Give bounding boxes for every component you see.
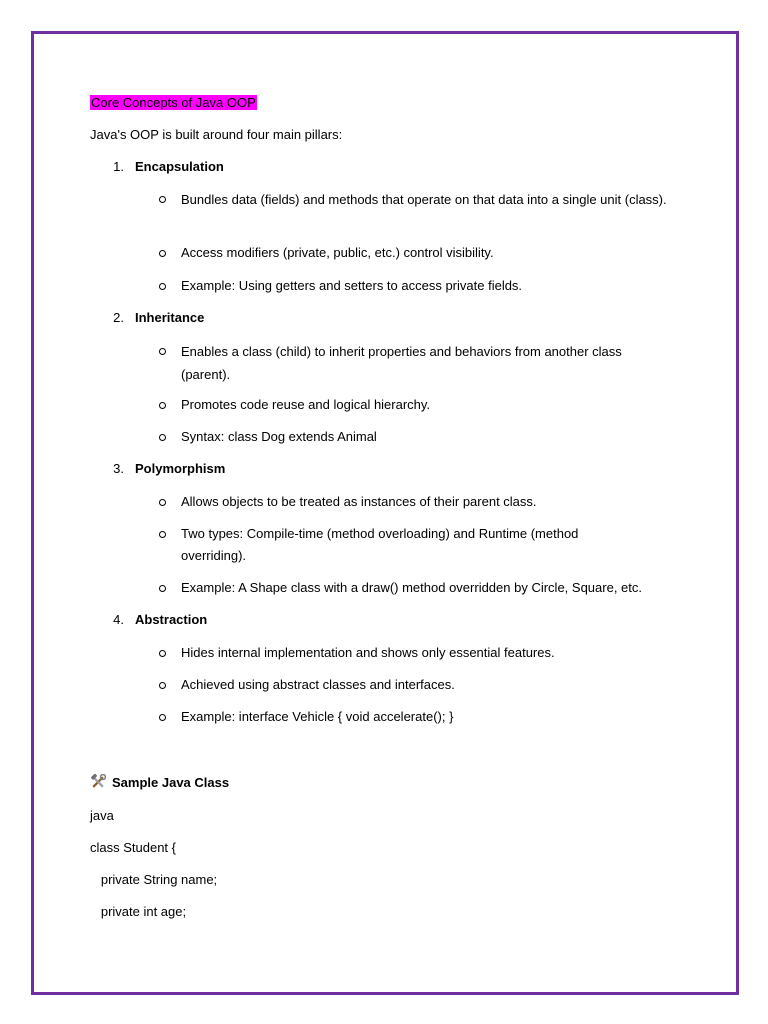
bullet-icon (159, 283, 166, 290)
list-item: Bundles data (fields) and methods that operate on that data into a single unit (class). (181, 192, 667, 207)
code-language-label: java (90, 808, 114, 823)
pillar-number: 1. (113, 159, 124, 174)
list-item: Enables a class (child) to inherit properties and behaviors from another class (parent). (181, 344, 622, 382)
list-item: Example: interface Vehicle { void accelerate(); } (181, 709, 454, 724)
pillar-number: 2. (113, 310, 124, 325)
bullet-icon (159, 402, 166, 409)
bullet-icon (159, 714, 166, 721)
list-item: Hides internal implementation and shows only essential features. (181, 645, 555, 660)
hammer-wrench-icon (90, 774, 106, 790)
bullet-icon (159, 499, 166, 506)
sample-section-title: Sample Java Class (112, 775, 230, 790)
list-item: Syntax: class Dog extends Animal (181, 429, 377, 444)
list-item: Achieved using abstract classes and interfaces. (181, 677, 455, 692)
pillar-title: Abstraction (135, 612, 208, 627)
pillar-number: 4. (113, 612, 124, 627)
bullet-icon (159, 434, 166, 441)
code-line: class Student { (90, 840, 176, 855)
bullet-icon (159, 531, 166, 538)
code-line: private int age; (90, 904, 187, 919)
bullet-icon (159, 585, 166, 592)
bullet-icon (159, 650, 166, 657)
list-item: Access modifiers (private, public, etc.) control visibility. (181, 245, 494, 260)
heading-highlight: Core Concepts of Java OOP (91, 95, 256, 110)
pillar-title: Inheritance (135, 310, 205, 325)
pillar-title: Polymorphism (135, 461, 226, 476)
pillar-number: 3. (113, 461, 124, 476)
bullet-icon (159, 250, 166, 257)
pillar-title: Encapsulation (135, 159, 224, 174)
list-item: Example: Using getters and setters to access private fields. (181, 278, 523, 293)
list-item: Promotes code reuse and logical hierarchy. (181, 397, 431, 412)
bullet-icon (159, 348, 166, 355)
list-item: Two types: Compile-time (method overloading) and Runtime (method overriding). (181, 526, 579, 563)
bullet-icon (159, 196, 166, 203)
list-item: Example: A Shape class with a draw() method overridden by Circle, Square, etc. (181, 580, 642, 595)
bullet-icon (159, 682, 166, 689)
intro-text: Java's OOP is built around four main pillars: (90, 127, 343, 142)
document-heading (90, 92, 257, 114)
sample-section-heading (90, 772, 229, 794)
list-item: Allows objects to be treated as instances of their parent class. (181, 494, 537, 509)
code-line: private String name; (90, 872, 218, 887)
